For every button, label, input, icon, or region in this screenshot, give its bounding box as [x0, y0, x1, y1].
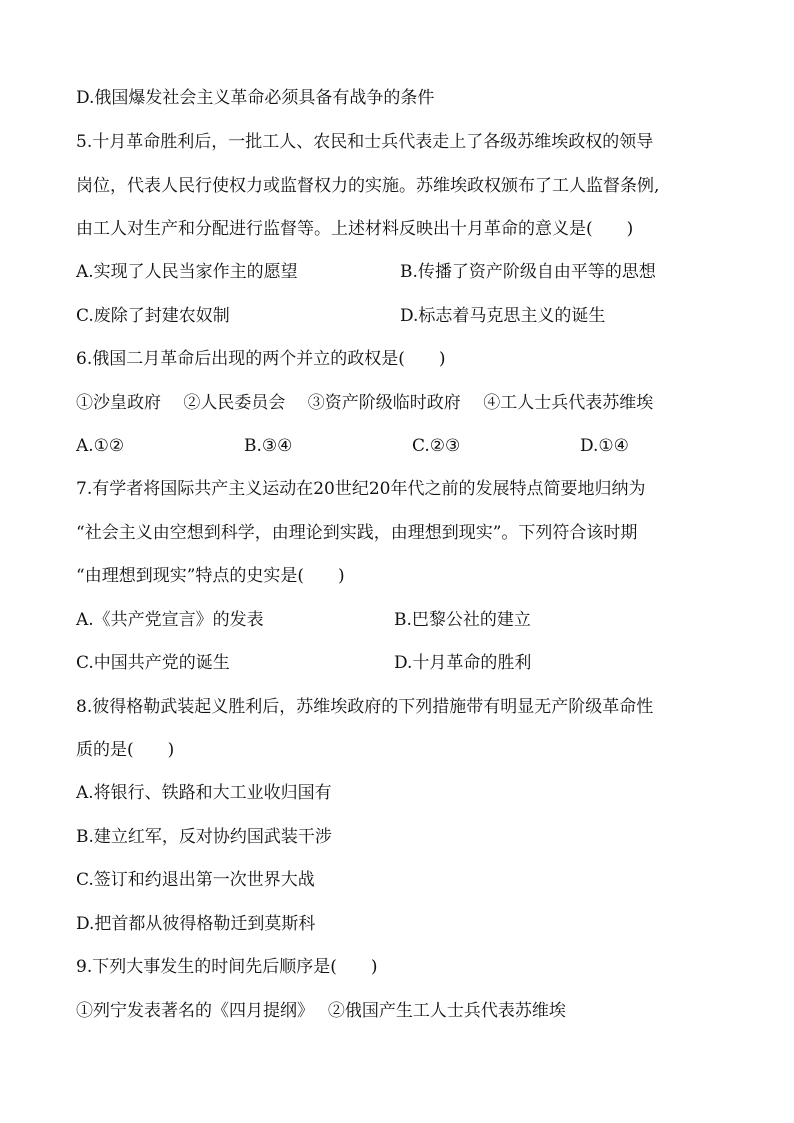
q8-option-d: D.把首都从彼得格勒迁到莫斯科 — [76, 914, 316, 934]
q5-option-a: A.实现了人民当家作主的愿望 — [76, 262, 298, 282]
q5-stem-line-1: 5.十月革命胜利后，一批工人、农民和士兵代表走上了各级苏维埃政权的领导 — [76, 132, 654, 152]
q5-stem-line-2: 岗位，代表人民行使权力或监督权力的实施。苏维埃政权颁布了工人监督条例, — [76, 176, 660, 196]
q8-option-b: B.建立红军，反对协约国武装干涉 — [76, 827, 332, 847]
q6-items: ①沙皇政府 ②人民委员会 ③资产阶级临时政府 ④工人士兵代表苏维埃 — [76, 393, 654, 413]
q4-option-d: D.俄国爆发社会主义革命必须具备有战争的条件 — [76, 88, 435, 108]
q7-stem-line-1: 7.有学者将国际共产主义运动在20世纪20年代之前的发展特点简要地归纳为 — [76, 479, 646, 499]
q6-option-a: A.①② — [76, 436, 125, 456]
q5-option-b: B.传播了资产阶级自由平等的思想 — [400, 262, 656, 282]
q8-option-c: C.签订和约退出第一次世界大战 — [76, 870, 315, 890]
q9-items: ①列宁发表著名的《四月提纲》 ②俄国产生工人士兵代表苏维埃 — [76, 1001, 566, 1021]
q9-stem: 9.下列大事发生的时间先后顺序是( ) — [76, 957, 378, 977]
q6-stem: 6.俄国二月革命后出现的两个并立的政权是( ) — [76, 349, 446, 369]
q6-option-b: B.③④ — [244, 436, 293, 456]
q7-stem-line-3: “由理想到现实”特点的史实是( ) — [76, 566, 345, 586]
q6-option-d: D.①④ — [580, 436, 629, 456]
q7-option-a: A.《共产党宣言》的发表 — [76, 610, 264, 630]
q7-stem-line-2: “社会主义由空想到科学，由理论到实践，由理想到现实”。下列符合该时期 — [76, 523, 638, 543]
q7-option-c: C.中国共产党的诞生 — [76, 653, 230, 673]
q6-option-c: C.②③ — [412, 436, 461, 456]
q7-option-d: D.十月革命的胜利 — [394, 653, 532, 673]
q8-stem-line-2: 质的是( ) — [76, 740, 175, 760]
q8-stem-line-1: 8.彼得格勒武装起义胜利后，苏维埃政府的下列措施带有明显无产阶级革命性 — [76, 697, 654, 717]
q7-option-b: B.巴黎公社的建立 — [394, 610, 531, 630]
q5-option-d: D.标志着马克思主义的诞生 — [400, 306, 606, 326]
q8-option-a: A.将银行、铁路和大工业收归国有 — [76, 783, 332, 803]
q5-stem-line-3: 由工人对生产和分配进行监督等。上述材料反映出十月革命的意义是( ) — [76, 219, 634, 239]
q5-option-c: C.废除了封建农奴制 — [76, 306, 230, 326]
